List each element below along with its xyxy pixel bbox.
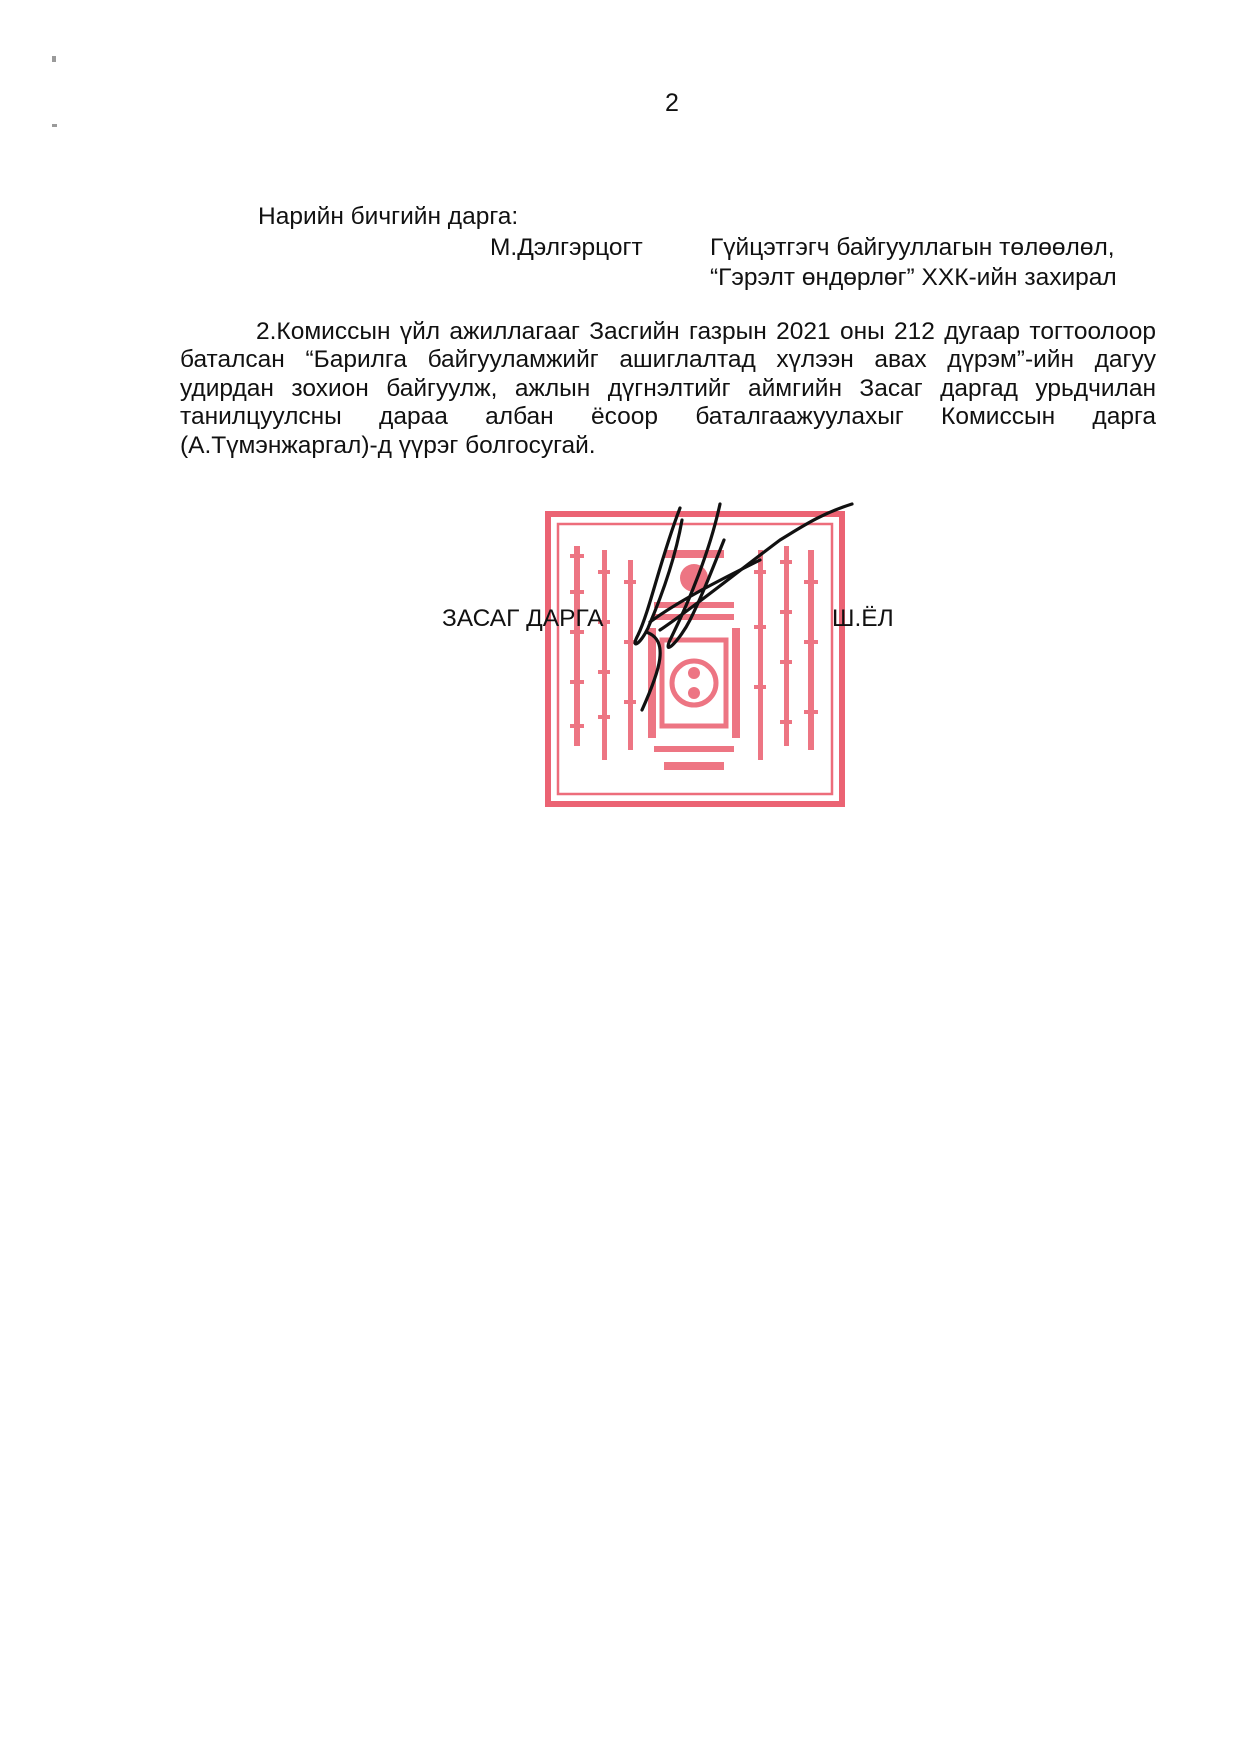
contractor-rep-line2: “Гэрэлт өндөрлөг” ХХК-ийн захирал [710, 264, 1117, 291]
clause-line: (А.Түмэнжаргал)-д үүрэг болгосугай. [180, 431, 596, 459]
scan-speck [52, 124, 57, 127]
governor-name: Ш.ЁЛ [832, 605, 894, 632]
clause-line: баталсан “Барилга байгууламжийг ашиглалтад хүлээн авах дүрэм”-ийн дагуу [180, 346, 1156, 374]
clause-line: 2.Комиссын үйл ажиллагааг Засгийн газрын 2021 оны 212 дугаар тогтоолоор [256, 318, 1156, 345]
secretary-title: Нарийн бичгийн дарга: [258, 203, 519, 230]
clause-line: танилцуулсны дараа албан ёсоор баталгаажуулахыг Комиссын дарга [180, 403, 1156, 431]
contractor-rep-line1: Гүйцэтгэгч байгууллагын төлөөлөл, [710, 234, 1115, 261]
handwritten-signature-icon [620, 500, 860, 720]
page-number: 2 [665, 89, 679, 117]
secretary-name: М.Дэлгэрцогт [490, 234, 643, 261]
clause-line: удирдан зохион байгуулж, ажлын дүгнэлтийг аймгийн Засаг даргад урьдчилан [180, 374, 1156, 402]
scan-speck [52, 56, 56, 62]
clause-paragraph [180, 318, 1156, 460]
governor-title: ЗАСАГ ДАРГА [442, 605, 604, 632]
